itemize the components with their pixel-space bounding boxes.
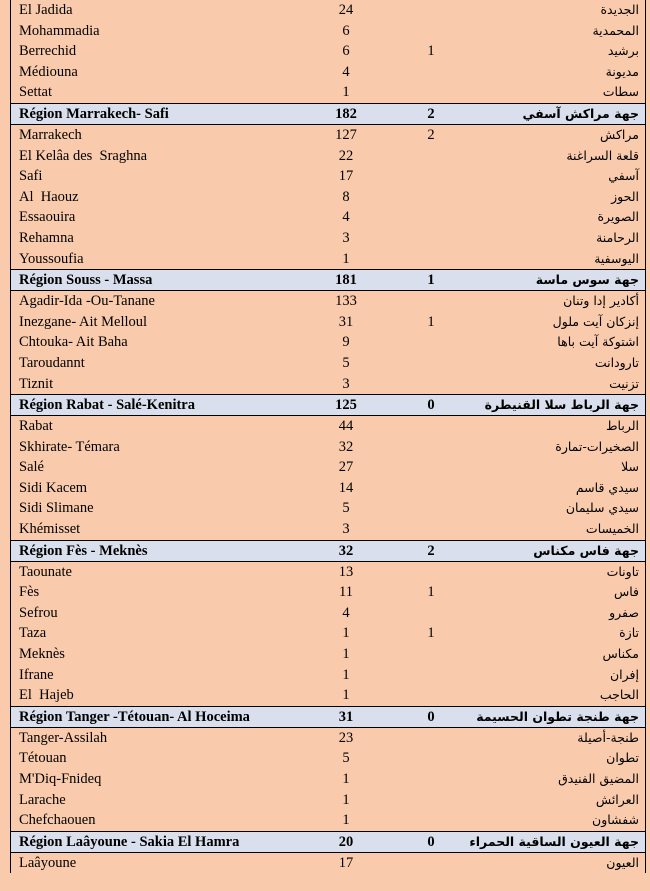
arabic-name-cell: برشيد <box>607 43 639 59</box>
arabic-name-cell: العرائش <box>595 791 639 807</box>
cases-count-cell: 3 <box>342 229 350 246</box>
cases-count-cell: 20 <box>338 833 354 850</box>
french-name-cell: Inezgane- Ait Melloul <box>19 313 148 330</box>
arabic-name-cell: جهة مراكش آسفي <box>522 105 639 121</box>
arabic-name-cell: أكادير إدا وتنان <box>563 293 639 309</box>
cases-count-cell: 6 <box>342 22 350 39</box>
cases-count-cell: 182 <box>335 105 357 122</box>
french-name-cell: Ifrane <box>19 666 54 683</box>
cases-count-cell: 133 <box>335 293 357 310</box>
cases-count-cell: 1 <box>342 84 350 101</box>
french-name-cell: Sidi Slimane <box>19 500 94 517</box>
region-row <box>11 269 645 291</box>
arabic-name-cell: سلا <box>621 459 639 475</box>
secondary-count-cell: 1 <box>427 313 435 330</box>
table-row <box>11 82 645 103</box>
table-row <box>11 0 645 21</box>
cases-count-cell: 3 <box>342 521 350 538</box>
arabic-name-cell: الخميسات <box>585 521 639 537</box>
arabic-name-cell: مكناس <box>602 646 639 662</box>
region-row <box>11 831 645 853</box>
french-name-cell: Région Marrakech- Safi <box>19 105 169 122</box>
french-name-cell: Taroudannt <box>19 354 85 371</box>
cases-count-cell: 1 <box>342 646 350 663</box>
arabic-name-cell: اليوسفية <box>594 250 639 266</box>
cases-count-cell: 27 <box>338 459 354 476</box>
arabic-name-cell: الصويرة <box>597 209 639 225</box>
arabic-name-cell: جهة طنجة تطوان الحسيمة <box>476 708 639 724</box>
cases-count-cell: 1 <box>342 812 350 829</box>
cases-count-cell: 5 <box>342 500 350 517</box>
cases-count-cell: 1 <box>342 687 350 704</box>
table-row <box>11 810 645 831</box>
french-name-cell: M'Diq-Fnideq <box>19 771 102 787</box>
french-name-cell: Fès <box>19 584 40 601</box>
arabic-name-cell: الحوز <box>611 188 639 204</box>
region-row <box>11 394 645 416</box>
arabic-name-cell: جهة العيون الساقية الحمراء <box>469 833 639 849</box>
french-name-cell: Région Rabat - Salé-Kenitra <box>19 397 195 414</box>
table-row <box>11 312 645 333</box>
french-name-cell: Safi <box>19 168 43 185</box>
cases-count-cell: 23 <box>338 729 354 746</box>
cases-count-cell: 13 <box>338 563 354 580</box>
arabic-name-cell: تطوان <box>606 750 639 766</box>
cases-count-cell: 4 <box>342 604 350 621</box>
cases-count-cell: 31 <box>338 313 354 330</box>
french-name-cell: Mohammadia <box>19 22 100 39</box>
arabic-name-cell: اشتوكة آيت باها <box>557 334 639 350</box>
french-name-cell: Berrechid <box>19 43 77 60</box>
french-name-cell: Rehamna <box>19 229 74 246</box>
table-row <box>11 769 645 790</box>
arabic-name-cell: صفرو <box>609 604 639 620</box>
table-row <box>11 498 645 519</box>
table-row <box>11 685 645 706</box>
cases-count-cell: 31 <box>338 708 354 725</box>
cases-table <box>10 0 646 873</box>
french-name-cell: Taounate <box>19 563 72 580</box>
table-row <box>11 187 645 208</box>
french-name-cell: Sefrou <box>19 604 58 621</box>
cases-count-cell: 4 <box>342 63 350 80</box>
french-name-cell: Settat <box>19 84 53 101</box>
table-row <box>11 790 645 811</box>
arabic-name-cell: تزنيت <box>609 375 639 391</box>
cases-count-cell: 1 <box>342 666 350 683</box>
arabic-name-cell: المضيق الفنيدق <box>558 771 639 786</box>
arabic-name-cell: جهة الرباط سلا القنيطرة <box>484 397 639 413</box>
french-name-cell: Région Laâyoune - Sakia El Hamra <box>19 833 240 850</box>
cases-count-cell: 1 <box>342 625 350 642</box>
french-name-cell: Tanger-Assilah <box>19 729 108 746</box>
cases-count-cell: 5 <box>342 354 350 371</box>
table-row <box>11 62 645 83</box>
table-row <box>11 21 645 42</box>
table-row <box>11 562 645 583</box>
arabic-name-cell: تاونات <box>606 563 639 579</box>
table-row <box>11 249 645 270</box>
cases-count-cell: 181 <box>335 272 357 289</box>
french-name-cell: Youssoufia <box>19 250 84 267</box>
arabic-name-cell: تارودانت <box>594 354 639 370</box>
french-name-cell: Khémisset <box>19 521 81 538</box>
region-row <box>11 706 645 728</box>
french-name-cell: Salé <box>19 459 44 476</box>
french-name-cell: Essaouira <box>19 209 76 226</box>
table-row <box>11 457 645 478</box>
cases-count-cell: 14 <box>338 479 354 496</box>
arabic-name-cell: إنزكان آيت ملول <box>552 313 639 329</box>
cases-count-cell: 22 <box>338 147 354 164</box>
arabic-name-cell: الصخيرات-تمارة <box>555 438 639 454</box>
table-row <box>11 644 645 665</box>
arabic-name-cell: الرحامنة <box>596 229 639 245</box>
table-row <box>11 853 645 874</box>
french-name-cell: El Jadida <box>19 2 73 18</box>
arabic-name-cell: إفران <box>610 666 639 682</box>
french-name-cell: Sidi Kacem <box>19 479 88 496</box>
table-row <box>11 291 645 312</box>
french-name-cell: Skhirate- Témara <box>19 438 120 455</box>
table-row <box>11 41 645 62</box>
arabic-name-cell: قلعة السراغنة <box>566 147 639 163</box>
french-name-cell: El Kelâa des Sraghna <box>19 147 148 164</box>
cases-count-cell: 125 <box>335 397 357 414</box>
cases-count-cell: 1 <box>342 791 350 808</box>
table-row <box>11 728 645 749</box>
french-name-cell: Taza <box>19 625 47 642</box>
arabic-name-cell: شفشاون <box>592 812 639 828</box>
arabic-name-cell: المحمدية <box>592 22 639 38</box>
table-row <box>11 437 645 458</box>
cases-count-cell: 17 <box>338 854 354 871</box>
cases-count-cell: 1 <box>342 250 350 267</box>
table-row <box>11 603 645 624</box>
table-row <box>11 228 645 249</box>
secondary-count-cell: 0 <box>427 708 435 725</box>
french-name-cell: Médiouna <box>19 63 78 80</box>
cases-count-cell: 24 <box>338 2 354 18</box>
arabic-name-cell: فاس <box>613 584 639 600</box>
arabic-name-cell: الرباط <box>605 418 639 434</box>
arabic-name-cell: مراكش <box>600 126 639 142</box>
secondary-count-cell: 2 <box>427 542 435 559</box>
secondary-count-cell: 2 <box>427 126 435 143</box>
arabic-name-cell: آسفي <box>608 168 639 184</box>
arabic-name-cell: سطات <box>602 84 639 100</box>
secondary-count-cell: 2 <box>427 105 435 122</box>
arabic-name-cell: سيدي قاسم <box>575 479 639 495</box>
cases-count-cell: 17 <box>338 168 354 185</box>
arabic-name-cell: جهة سوس ماسة <box>535 272 639 288</box>
cases-count-cell: 9 <box>342 334 350 351</box>
region-row <box>11 103 645 125</box>
secondary-count-cell: 1 <box>427 584 435 601</box>
table-row <box>11 582 645 603</box>
table-row <box>11 748 645 769</box>
french-name-cell: Al Haouz <box>19 188 79 205</box>
cases-count-cell: 32 <box>338 438 354 455</box>
table-row <box>11 519 645 540</box>
french-name-cell: Rabat <box>19 418 53 435</box>
french-name-cell: Larache <box>19 791 66 808</box>
cases-count-cell: 8 <box>342 188 350 205</box>
cases-count-cell: 5 <box>342 750 350 767</box>
french-name-cell: Tiznit <box>19 375 54 392</box>
french-name-cell: Tétouan <box>19 750 67 767</box>
cases-count-cell: 44 <box>338 418 354 435</box>
arabic-name-cell: طنجة-أصيلة <box>577 729 639 745</box>
secondary-count-cell: 0 <box>427 397 435 414</box>
french-name-cell: Chtouka- Ait Baha <box>19 334 128 351</box>
table-row <box>11 416 645 437</box>
french-name-cell: El Hajeb <box>19 687 74 704</box>
table-row <box>11 665 645 686</box>
table-row <box>11 166 645 187</box>
arabic-name-cell: سيدي سليمان <box>565 500 639 516</box>
cases-count-cell: 1 <box>342 771 350 787</box>
cases-count-cell: 11 <box>339 584 353 601</box>
french-name-cell: Marrakech <box>19 126 82 143</box>
cases-count-cell: 32 <box>338 542 354 559</box>
region-row <box>11 540 645 562</box>
french-name-cell: Région Fès - Meknès <box>19 542 148 559</box>
table-row <box>11 374 645 395</box>
cases-count-cell: 127 <box>335 126 357 143</box>
secondary-count-cell: 1 <box>427 625 435 642</box>
table-row <box>11 623 645 644</box>
cases-count-cell: 4 <box>342 209 350 226</box>
french-name-cell: Chefchaouen <box>19 812 96 829</box>
table-row <box>11 125 645 146</box>
french-name-cell: Laâyoune <box>19 854 77 871</box>
cases-count-cell: 6 <box>342 43 350 60</box>
arabic-name-cell: جهة فاس مكناس <box>533 542 639 558</box>
secondary-count-cell: 0 <box>427 833 435 850</box>
arabic-name-cell: الجديدة <box>600 2 639 17</box>
table-row <box>11 332 645 353</box>
french-name-cell: Région Tanger -Tétouan- Al Hoceima <box>19 708 250 725</box>
secondary-count-cell: 1 <box>427 43 435 60</box>
french-name-cell: Région Souss - Massa <box>19 272 153 289</box>
table-row <box>11 207 645 228</box>
table-row <box>11 478 645 499</box>
french-name-cell: Agadir-Ida -Ou-Tanane <box>19 293 155 310</box>
french-name-cell: Meknès <box>19 646 65 663</box>
arabic-name-cell: العيون <box>606 854 639 870</box>
arabic-name-cell: تازة <box>619 625 639 641</box>
arabic-name-cell: الحاجب <box>599 687 639 703</box>
table-row <box>11 146 645 167</box>
arabic-name-cell: مديونة <box>605 63 639 79</box>
table-row <box>11 353 645 374</box>
secondary-count-cell: 1 <box>427 272 435 289</box>
cases-count-cell: 3 <box>342 375 350 392</box>
